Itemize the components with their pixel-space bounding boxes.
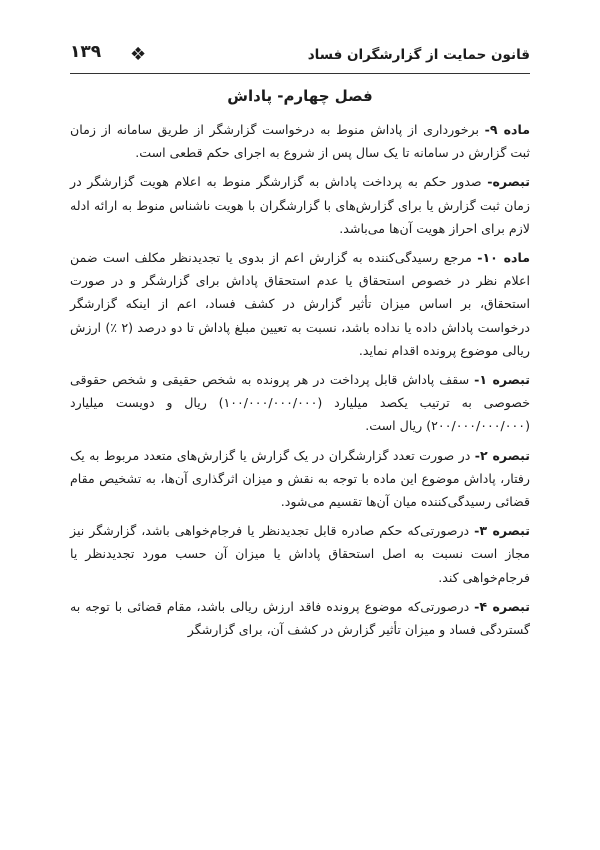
article-10-note-4-text: درصورتی‌که موضوع پرونده فاقد ارزش ریالی باشد، مقام قضائی با توجه به گستردگی فساد و میزان تأثیر گزارش در کشف آن، برای گزارشگر	[70, 598, 530, 638]
article-10-note-3-label: تبصره ۳-	[474, 523, 531, 539]
chapter-title: فصل چهارم- پاداش	[227, 87, 373, 105]
article-9-note-text: صدور حکم به پرداخت پاداش به گزارشگر منوط به اعلام هویت گزارشگر در زمان ثبت گزارش یا برای گزارش‌های با گزارشگران با هویت ناشناس منوط به ارائه ادله لازم برای احراز هویت آن‌ها می‌باشد.	[70, 174, 530, 236]
article-10-note-4-paragraph	[70, 595, 530, 641]
article-9-label: ماده ۹-	[484, 122, 530, 137]
running-header	[70, 44, 530, 74]
article-10-label: ماده ۱۰-	[477, 250, 530, 266]
article-10-note-2-paragraph	[70, 444, 530, 514]
article-10-note-1-label: تبصره ۱-	[474, 372, 530, 388]
article-10-text: مرجع رسیدگی‌کننده به گزارش اعم از بدوی یا تجدیدنظر مکلف است ضمن اعلام نظر در خصوص استحقاق یا عدم استحقاق پاداش برای گزارشگر و در صورت استحقاق، بر اساس میزان تأثیر گزارش در کشف فساد، اعم از اینکه گزارشگر درخواست پاداش داده یا نداده باشد، نسبت به تعیین مبلغ پاداش تا دو درصد (۲ ٪) ارزش ریالی موضوع پرونده اقدام نماید.	[70, 250, 530, 358]
article-10-note-3-paragraph	[70, 519, 530, 589]
page-number: ۱۳۹	[70, 42, 102, 62]
ornament-icon: ❖	[130, 44, 147, 65]
article-10-note-1-paragraph	[70, 368, 530, 438]
article-10-note-2-text: در صورت تعدد گزارشگران در یک گزارش یا گزارش‌های متعدد مربوط به یک رفتار، پاداش موضوع این ماده با توجه به نقش و میزان اثرگذاری آن‌ها، به تشخیص مقام قضائی رسیدگی‌کننده میان آن‌ها تقسیم می‌شود.	[70, 447, 530, 510]
article-10-note-1-text: سقف پاداش قابل پرداخت در هر پرونده به شخص حقیقی و شخص حقوقی خصوصی به ترتیب یکصد میلیارد (۱۰۰/۰۰۰/۰۰۰/۰۰۰) ریال و دویست میلیارد (۲۰۰/۰۰۰/۰۰۰/۰۰۰) ریال است.	[70, 372, 530, 434]
article-9-note-paragraph	[70, 170, 530, 240]
article-9-text: برخورداری از پاداش منوط به درخواست گزارشگر از طریق سامانه از زمان ثبت گزارش در سامانه تا یک سال پس از شروع به اجرای حکم قطعی است.	[70, 122, 530, 161]
article-10-paragraph	[70, 246, 530, 362]
article-10-note-3-text: درصورتی‌که حکم صادره قابل تجدیدنظر یا فرجام‌خواهی باشد، گزارشگر نیز مجاز است نسبت به اصل استحقاق پاداش یا میزان آن حسب مورد تجدیدنظر یا فرجام‌خواهی کند.	[70, 523, 530, 585]
running-title: قانون حمایت از گزارشگران فساد	[307, 47, 530, 63]
article-10-note-4-label: تبصره ۴-	[474, 598, 530, 614]
body-text	[70, 118, 530, 647]
article-10-note-2-label: تبصره ۲-	[474, 447, 530, 463]
article-9-note-label: تبصره-	[487, 174, 530, 190]
article-9-paragraph	[70, 118, 530, 164]
